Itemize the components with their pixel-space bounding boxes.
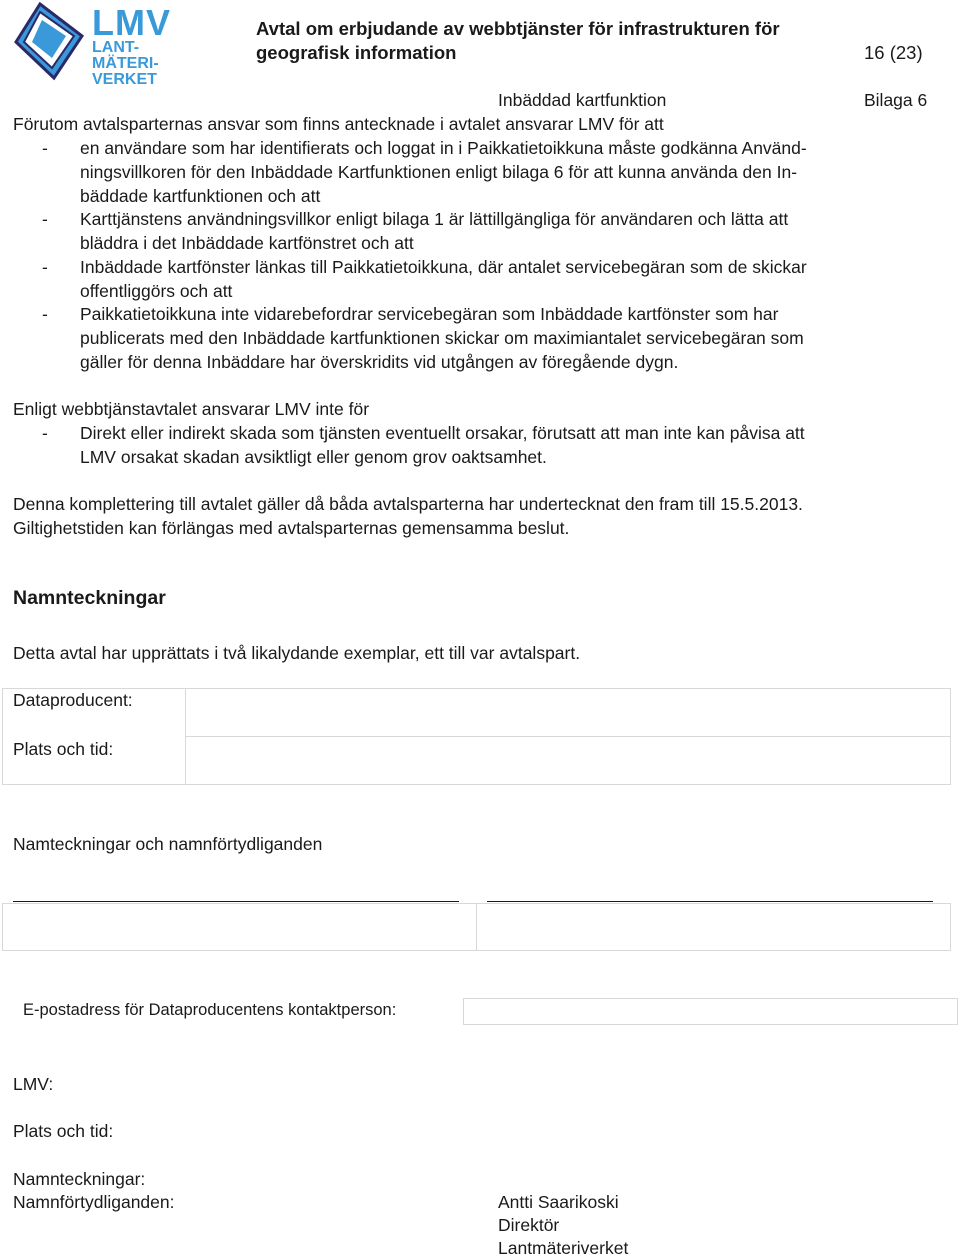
logo-text-materi: MÄTERI- bbox=[92, 55, 159, 72]
lmv-signatory-title: Direktör bbox=[498, 1215, 560, 1235]
signature-line-left[interactable] bbox=[13, 901, 459, 902]
liability-paragraph: Enligt webbtjänstavtalet ansvarar LMV inte för bbox=[13, 399, 370, 419]
copies-statement: Detta avtal har upprättats i två likalydande exemplar, ett till var avtalspart. bbox=[13, 643, 581, 663]
lmv-signatory-org: Lantmäteriverket bbox=[498, 1238, 629, 1258]
list-item-1-line1: en användare som har identifierats och loggat in i Paikkatietoikkuna måste godkänna Använd- bbox=[80, 138, 807, 158]
logo-text-lmv: LMV bbox=[92, 2, 171, 43]
document-title bbox=[256, 18, 780, 64]
dash-5: - bbox=[42, 423, 48, 443]
label-column-border bbox=[2, 688, 186, 785]
validity-paragraph-line1: Denna komplettering till avtalet gäller då båda avtalsparterna har undertecknat den fram till 15.5.2013. bbox=[13, 494, 803, 514]
dash-2: - bbox=[42, 209, 48, 229]
list-item-1-line2: ningsvillkoren för den Inbäddade Kartfunktionen enligt bilaga 6 för att kunna använda den In- bbox=[80, 162, 798, 182]
signatures-heading: Namnteckningar bbox=[13, 587, 166, 609]
intro-paragraph: Förutom avtalsparternas ansvar som finns antecknade i avtalet ansvarar LMV för att bbox=[13, 114, 664, 134]
logo-text-lant: LANT- bbox=[92, 39, 140, 56]
signature-line-right[interactable] bbox=[487, 901, 933, 902]
list-item-5-line2: LMV orsakat skadan avsiktligt eller genom grov oaktsamhet. bbox=[80, 447, 547, 467]
dash-1: - bbox=[42, 138, 48, 158]
list-item-4-line3: gäller för denna Inbäddare har överskridits vid utgången av föregående dygn. bbox=[80, 352, 679, 372]
dataproducent-field[interactable] bbox=[185, 688, 951, 737]
document-title-line1: Avtal om erbjudande av webbtjänster för infrastrukturen för bbox=[256, 18, 780, 39]
lmv-plats-tid-label: Plats och tid: bbox=[13, 1121, 114, 1141]
dash-4: - bbox=[42, 304, 48, 324]
compass-logo-icon bbox=[12, 2, 90, 82]
list-item-5-line1: Direkt eller indirekt skada som tjänsten eventuellt orsakar, förutsatt att man inte kan påvisa att bbox=[80, 423, 805, 443]
lmv-namnteckningar-label: Namnteckningar: bbox=[13, 1169, 146, 1189]
email-label: E-postadress för Dataproducentens kontaktperson: bbox=[23, 1001, 397, 1019]
lmv-logo bbox=[12, 2, 172, 92]
logo-text-verket: VERKET bbox=[92, 71, 157, 88]
lmv-signatory-name: Antti Saarikoski bbox=[498, 1192, 619, 1212]
dash-3: - bbox=[42, 257, 48, 277]
plats-tid-field[interactable] bbox=[185, 736, 951, 785]
document-title-line2: geografisk information bbox=[256, 42, 457, 63]
section-title: Inbäddad kartfunktion bbox=[498, 90, 667, 110]
list-item-2-line1: Karttjänstens användningsvillkor enligt bilaga 1 är lättillgängliga för användaren och lätta att bbox=[80, 209, 789, 229]
email-field[interactable] bbox=[463, 998, 958, 1025]
page-number: 16 (23) bbox=[864, 42, 923, 63]
dataproducent-label: Dataproducent: bbox=[13, 690, 133, 710]
signature-box-right bbox=[476, 903, 951, 951]
sign-label: Namteckningar och namnförtydliganden bbox=[13, 834, 323, 854]
list-item-1-line3: bäddade kartfunktionen och att bbox=[80, 186, 321, 206]
lmv-label: LMV: bbox=[13, 1074, 54, 1094]
list-item-3-line2: offentliggörs och att bbox=[80, 281, 233, 301]
list-item-2-line2: bläddra i det Inbäddade kartfönstret och att bbox=[80, 233, 414, 253]
validity-paragraph-line2: Giltighetstiden kan förlängas med avtalsparternas gemensamma beslut. bbox=[13, 518, 570, 538]
appendix-label: Bilaga 6 bbox=[864, 90, 928, 110]
signature-box-left bbox=[2, 903, 477, 951]
lmv-namnfortydliganden-label: Namnförtydliganden: bbox=[13, 1192, 175, 1212]
list-item-3-line1: Inbäddade kartfönster länkas till Paikkatietoikkuna, där antalet servicebegäran som de skickar bbox=[80, 257, 807, 277]
list-item-4-line2: publicerats med den Inbäddade kartfunktionen skickar om maximiantalet servicebegäran som bbox=[80, 328, 804, 348]
plats-tid-label: Plats och tid: bbox=[13, 739, 114, 759]
list-item-4-line1: Paikkatietoikkuna inte vidarebefordrar servicebegäran som Inbäddade kartfönster som har bbox=[80, 304, 779, 324]
